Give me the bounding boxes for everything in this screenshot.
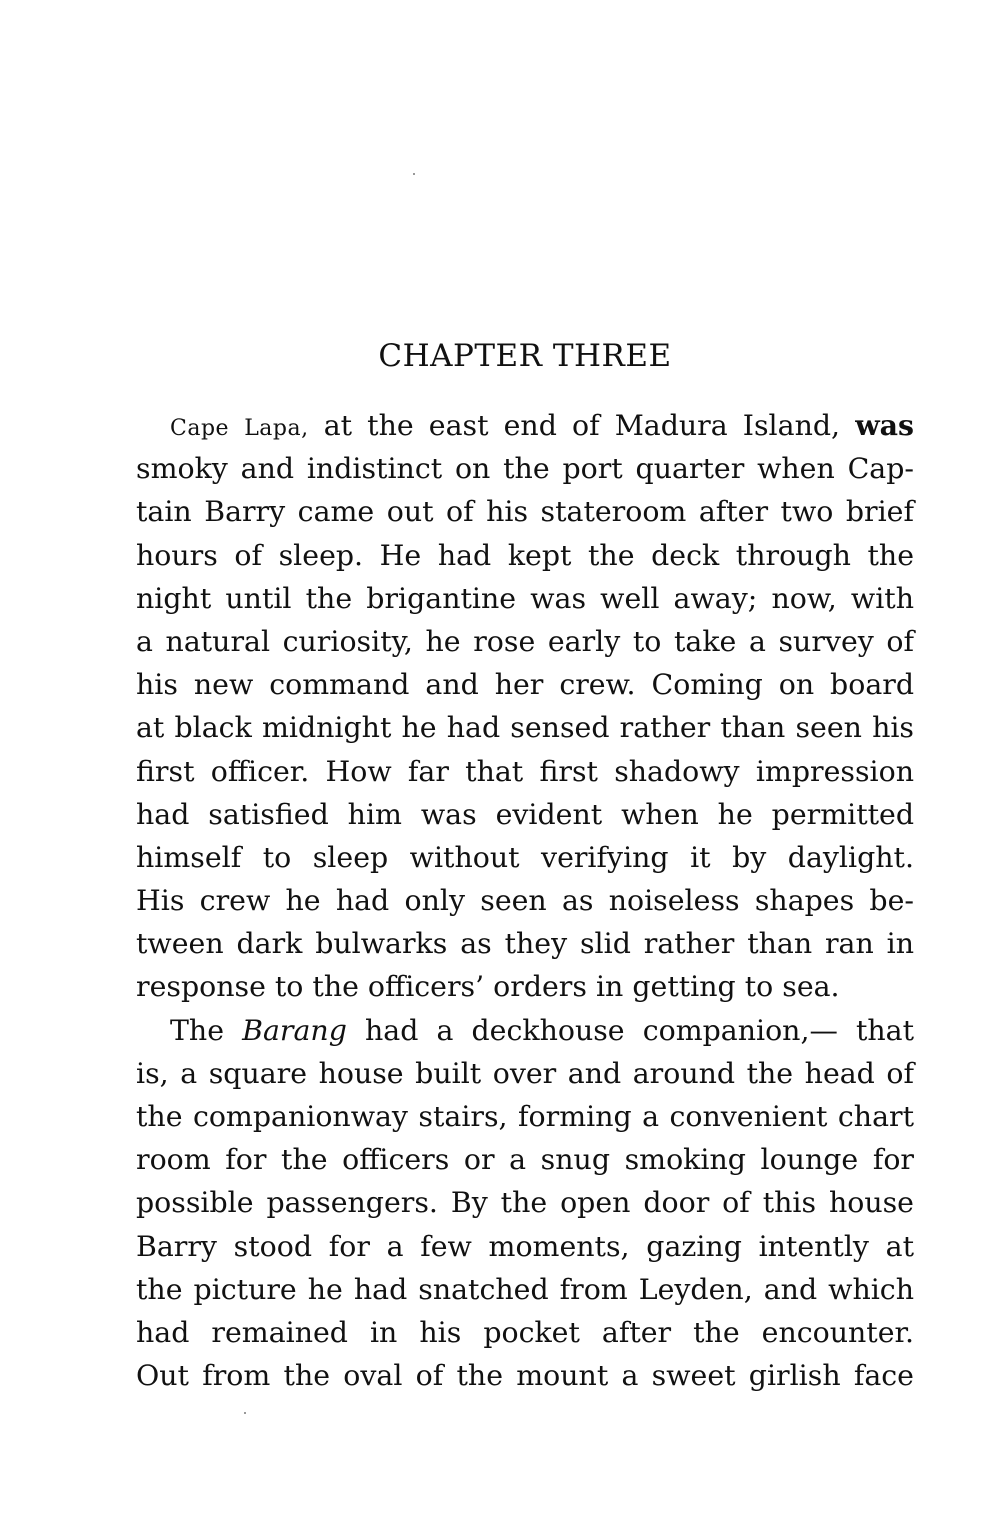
- paragraph-1-line: night until the brigantine was well away; now, with: [136, 581, 914, 615]
- paragraph-1-line: tain Barry came out of his stateroom after two brief: [136, 495, 914, 529]
- paragraph-1-line: at black midnight he had sensed rather than seen his: [136, 711, 914, 745]
- line-text: The: [170, 1013, 225, 1047]
- chapter-title: CHAPTER THREE: [378, 338, 672, 374]
- smallcaps-opening-word: Cape: [170, 416, 230, 441]
- paragraph-1-line: himself to sleep without verifying it by daylight.: [136, 840, 914, 874]
- line-text-bold: was: [855, 408, 915, 442]
- line-text: had a deckhouse companion,— that: [365, 1013, 915, 1047]
- ship-name-italic: Barang: [242, 1013, 347, 1047]
- paragraph-1-line: his new command and her crew. Coming on board: [136, 668, 914, 702]
- line-text: at the east end of Madura Island,: [323, 409, 841, 442]
- paragraph-1-line: first officer. How far that first shadowy impression: [136, 754, 914, 788]
- paragraph-2-line-1: [136, 1009, 914, 1052]
- paragraph-1-line: hours of sleep. He had kept the deck through the: [136, 538, 914, 572]
- paragraph-2-line: Out from the oval of the mount a sweet girlish face: [136, 1359, 914, 1393]
- paper-speck: [244, 1412, 246, 1414]
- smallcaps-opening-word: Lapa,: [244, 416, 309, 441]
- paragraph-2-line: the companionway stairs, forming a convenient chart: [136, 1100, 914, 1133]
- body-text: [136, 404, 914, 1397]
- paragraph-2-line: possible passengers. By the open door of this house: [136, 1186, 914, 1220]
- paragraph-1-line: smoky and indistinct on the port quarter when Cap-: [136, 452, 914, 486]
- paragraph-2-line: room for the officers or a snug smoking lounge for: [136, 1143, 914, 1177]
- paragraph-2-line: the picture he had snatched from Leyden, and which: [136, 1272, 914, 1306]
- paragraph-1-line: a natural curiosity, he rose early to take a survey of: [136, 624, 914, 658]
- paragraph-2-line: Barry stood for a few moments, gazing intently at: [136, 1229, 914, 1263]
- paragraph-2-line: had remained in his pocket after the encounter.: [136, 1315, 914, 1349]
- paragraph-1-line: tween dark bulwarks as they slid rather than ran in: [136, 927, 914, 961]
- paragraph-1-line: had satisfied him was evident when he permitted: [136, 797, 914, 831]
- paragraph-2-line: is, a square house built over and around the head of: [136, 1056, 914, 1090]
- paragraph-1-line-1: [136, 404, 914, 447]
- paragraph-1-line: response to the officers’ orders in getting to sea.: [136, 970, 840, 1004]
- paragraph-1-line: His crew he had only seen as noiseless shapes be-: [136, 884, 914, 918]
- paper-speck: [413, 173, 415, 175]
